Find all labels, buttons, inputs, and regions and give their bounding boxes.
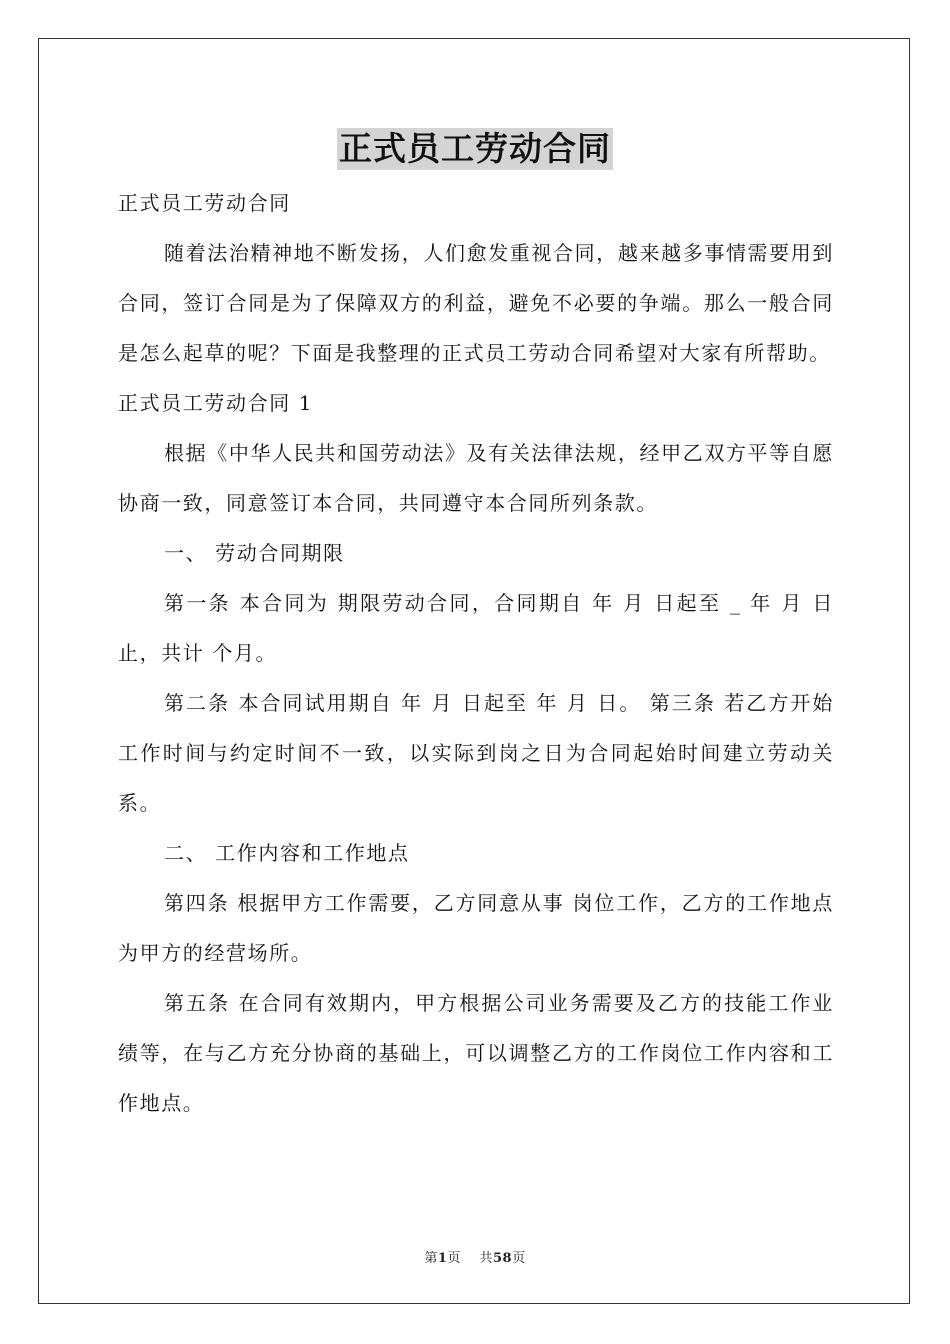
footer-total-unit: 页 [512,1251,526,1266]
paragraph-article-1: 第一条 本合同为 期限劳动合同，合同期自 年 月 日起至 _ 年 月 日止，共计 个月。 [118,591,834,665]
paragraph-subtitle: 正式员工劳动合同 [118,191,291,215]
footer-total-pages: 58 [493,1251,513,1266]
document-title: 正式员工劳动合同 [339,129,611,168]
paragraph-preamble: 根据《中华人民共和国劳动法》及有关法律法规，经甲乙双方平等自愿协商一致，同意签订本合同，共同遵守本合同所列条款。 [118,441,834,515]
paragraph-article-5: 第五条 在合同有效期内，甲方根据公司业务需要及乙方的技能工作业绩等，在与乙方充分协商的基础上，可以调整乙方的工作岗位工作内容和工作地点。 [118,991,834,1115]
footer-page-prefix: 第 [424,1251,438,1266]
footer-page-unit: 页 [447,1251,461,1266]
footer-page-number: 1 [437,1251,448,1266]
paragraph-intro: 随着法治精神地不断发扬，人们愈发重视合同，越来越多事情需要用到合同，签订合同是为了保障双方的利益，避免不必要的争端。那么一般合同是怎么起草的呢？下面是我整理的正式员工劳动合同希望对大家有所帮助。 [118,241,834,365]
document-body [118,178,834,1128]
paragraph-article-2-3: 第二条 本合同试用期自 年 月 日起至 年 月 日。 第三条 若乙方开始工作时间与约定时间不一致，以实际到岗之日为合同起始时间建立劳动关系。 [118,691,834,815]
paragraph-heading-work: 二、 工作内容和工作地点 [164,841,410,865]
page-footer [0,1247,950,1266]
paragraph-article-4: 第四条 根据甲方工作需要，乙方同意从事 岗位工作，乙方的工作地点为甲方的经营场所。 [118,891,834,965]
paragraph-section-heading: 正式员工劳动合同 1 [118,391,314,415]
paragraph-heading-term: 一、 劳动合同期限 [164,541,345,565]
footer-total-prefix: 共 [479,1251,493,1266]
document-title-container [0,128,950,170]
